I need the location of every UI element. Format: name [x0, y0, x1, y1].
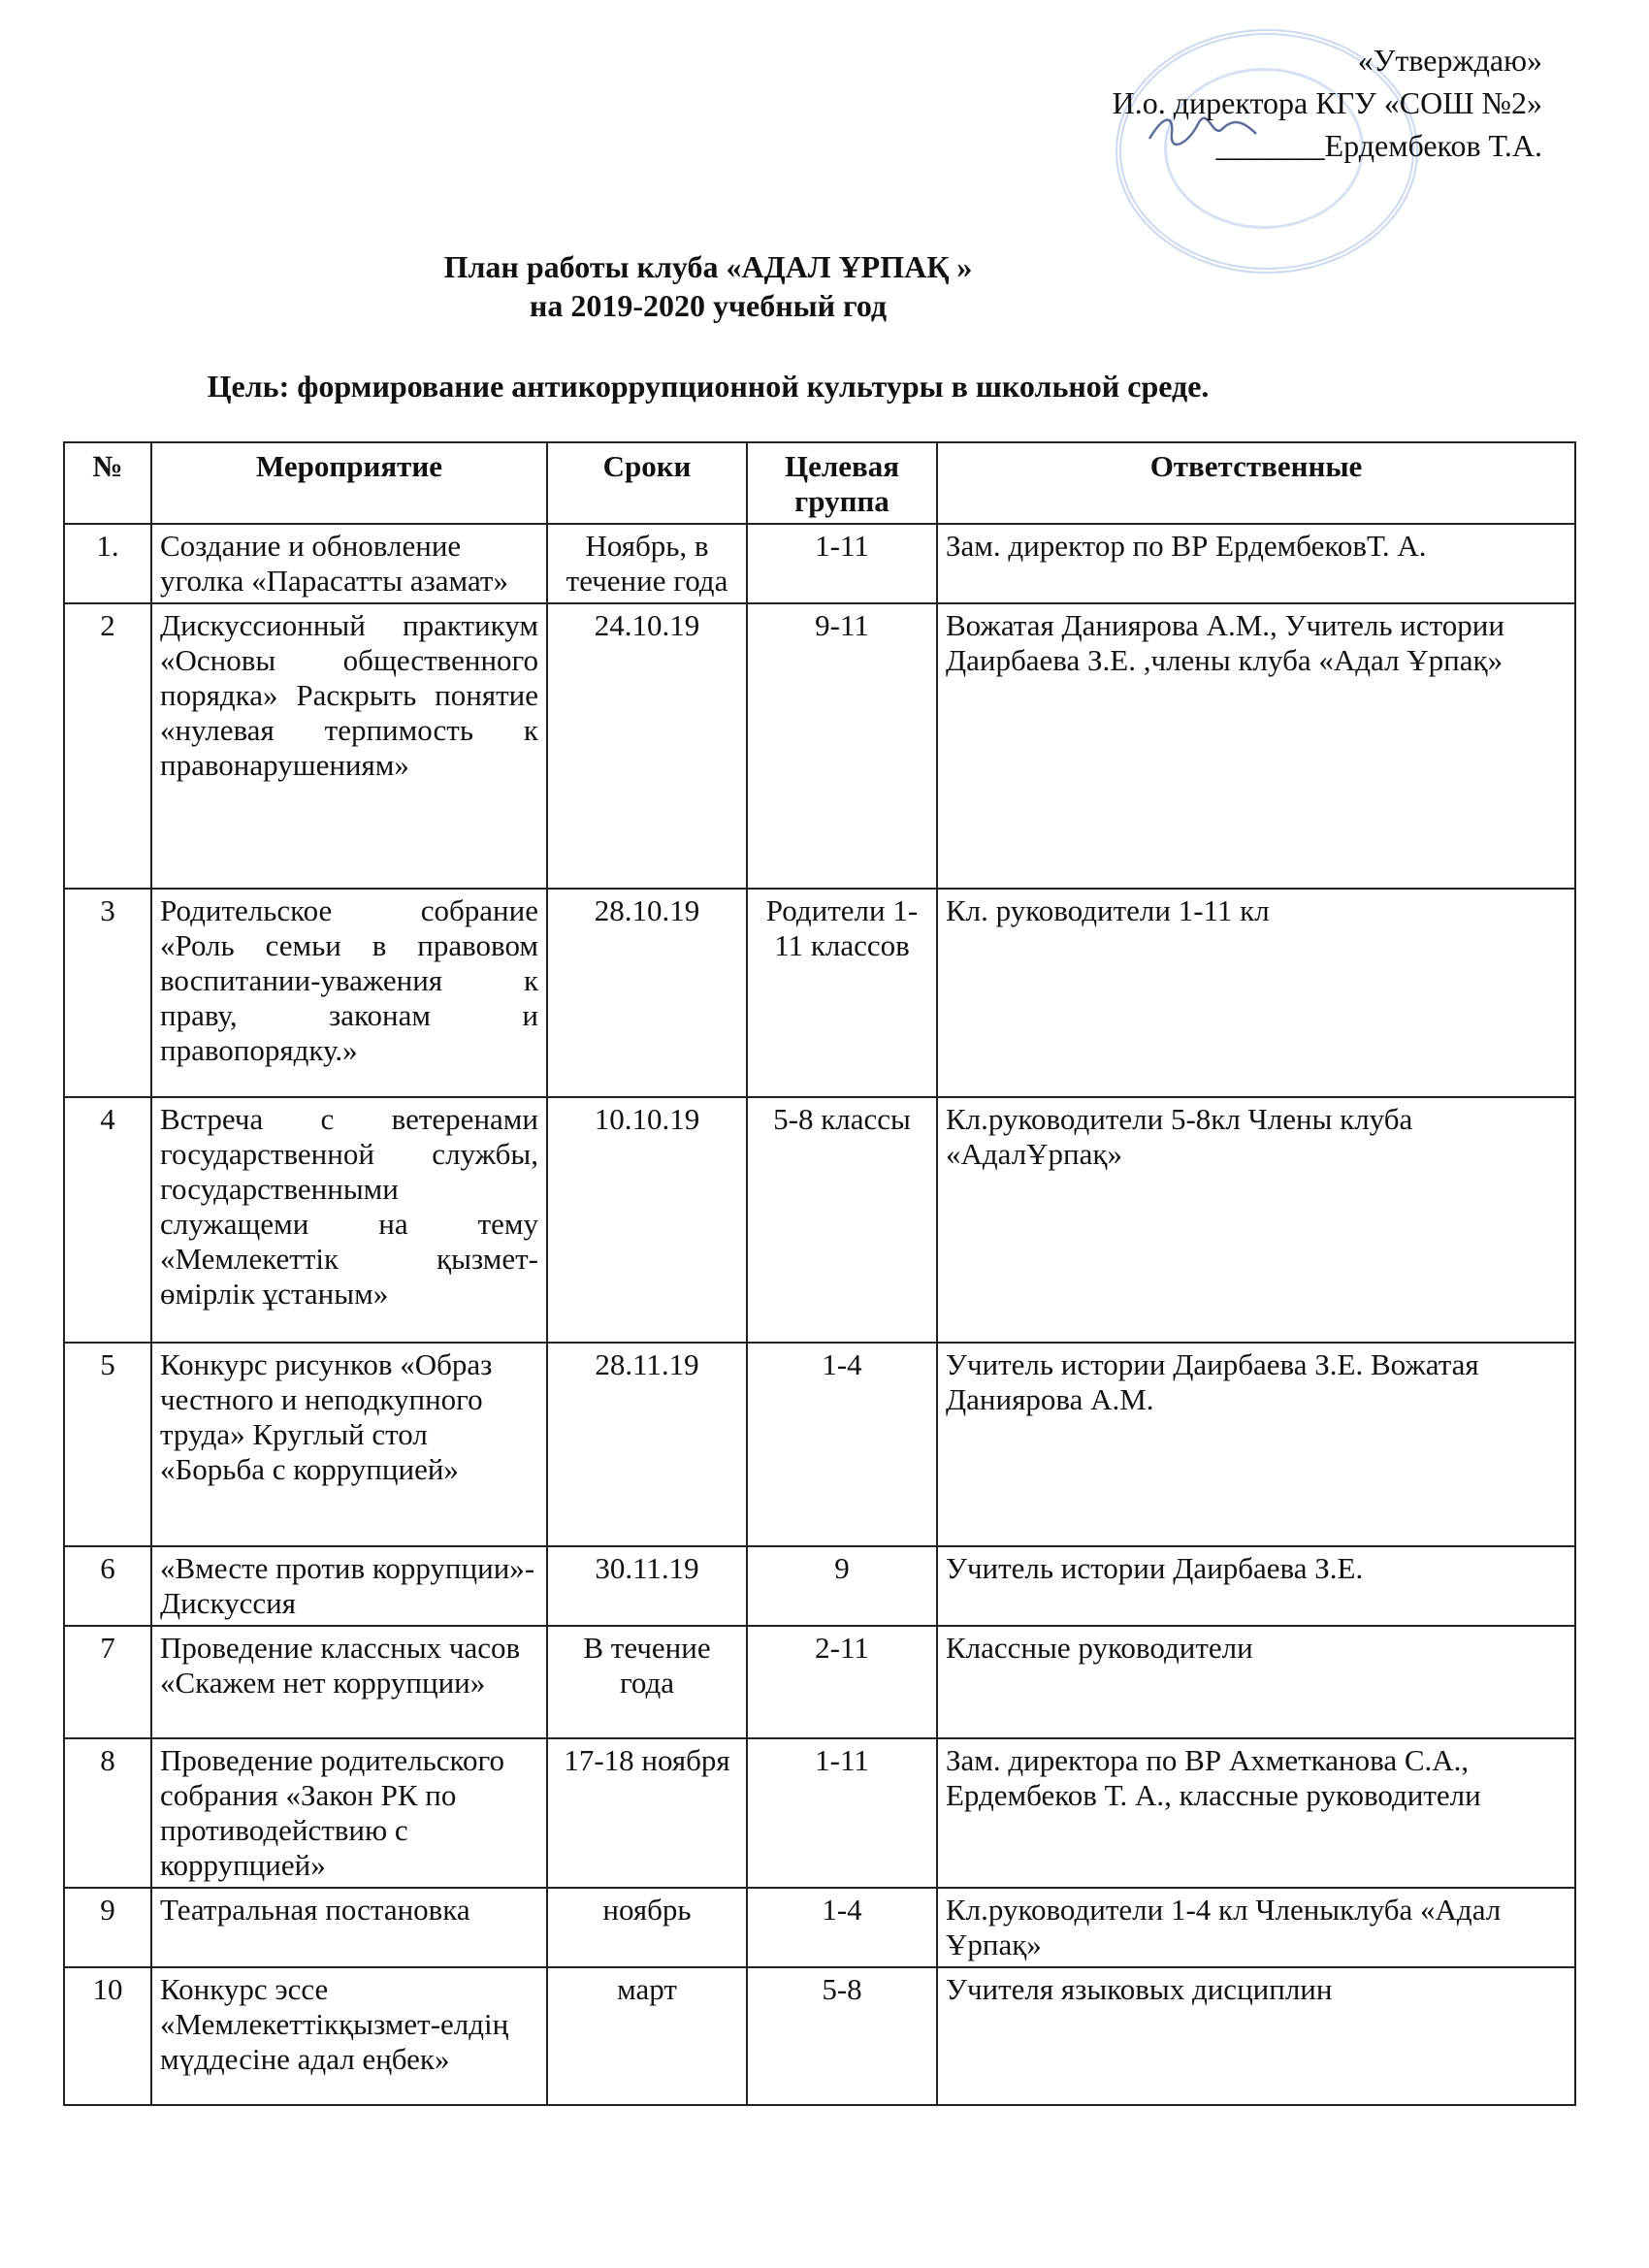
plan-table	[63, 441, 1576, 2106]
row-responsible: Вожатая Даниярова А.М., Учитель истории Даирбаева З.Е. ,члены клуба «Адал Ұрпақ»	[937, 603, 1575, 889]
row-date: В течение года	[547, 1626, 747, 1738]
table-row	[64, 1343, 1575, 1546]
approval-line-3: _______Ердембеков Т.А.	[1215, 128, 1542, 163]
row-responsible: Кл.руководители 1-4 кл Членыклуба «Адал Ұрпақ»	[937, 1888, 1575, 1967]
row-number: 9	[64, 1888, 151, 1967]
approval-block	[1113, 39, 1542, 167]
row-group: 1-11	[747, 1738, 937, 1888]
header-event: Мероприятие	[151, 442, 547, 524]
row-group: 1-4	[747, 1343, 937, 1546]
row-responsible: Учителя языковых дисциплин	[937, 1967, 1575, 2105]
header-number: №	[64, 442, 151, 524]
row-number: 3	[64, 889, 151, 1097]
row-date: 24.10.19	[547, 603, 747, 889]
row-group: 9-11	[747, 603, 937, 889]
row-number: 7	[64, 1626, 151, 1738]
row-event: Дискуссионный практикум «Основы общественного порядка» Раскрыть понятие «нулевая терпимость к правонарушениям»	[151, 603, 547, 889]
row-responsible: Учитель истории Даирбаева З.Е.	[937, 1546, 1575, 1626]
table-row	[64, 603, 1575, 889]
goal-statement: Цель: формирование антикоррупционной культуры в школьной среде.	[207, 369, 1210, 404]
table-row	[64, 524, 1575, 603]
row-date: 30.11.19	[547, 1546, 747, 1626]
row-event: Конкурс эссе «Мемлекеттікқызмет-елдің мүддесіне адал еңбек»	[151, 1967, 547, 2105]
table-row	[64, 1097, 1575, 1343]
row-number: 5	[64, 1343, 151, 1546]
row-date: 28.11.19	[547, 1343, 747, 1546]
approval-line-1: «Утверждаю»	[1357, 43, 1542, 78]
header-responsible: Ответственные	[937, 442, 1575, 524]
table-row	[64, 1738, 1575, 1888]
row-number: 1.	[64, 524, 151, 603]
row-group: 2-11	[747, 1626, 937, 1738]
row-responsible: Классные руководители	[937, 1626, 1575, 1738]
row-event: Создание и обновление уголка «Парасатты азамат»	[151, 524, 547, 603]
row-date: 17-18 ноября	[547, 1738, 747, 1888]
row-event: Конкурс рисунков «Образ честного и неподкупного труда» Круглый стол «Борьба с коррупцией»	[151, 1343, 547, 1546]
document-title: План работы клуба «АДАЛ ҰРПАҚ »	[443, 249, 973, 284]
table-row	[64, 1967, 1575, 2105]
row-group: Родители 1-11 классов	[747, 889, 937, 1097]
row-group: 9	[747, 1546, 937, 1626]
header-date: Сроки	[547, 442, 747, 524]
document-subtitle: на 2019-2020 учебный год	[529, 288, 888, 323]
row-responsible: Зам. директор по ВР ЕрдембековТ. А.	[937, 524, 1575, 603]
row-responsible: Зам. директора по ВР Ахметканова С.А., Ердембеков Т. А., классные руководители	[937, 1738, 1575, 1888]
row-date: Ноябрь, в течение года	[547, 524, 747, 603]
table-header-row	[64, 442, 1575, 524]
row-event: Проведение классных часов «Скажем нет коррупции»	[151, 1626, 547, 1738]
row-event: Встреча с ветеренами государственной службы, государственными служащеми на тему «Мемлекеттік қызмет-өмірлік ұстаным»	[151, 1097, 547, 1343]
approval-line-2: И.о. директора КГУ «СОШ №2»	[1112, 85, 1542, 120]
table-row	[64, 889, 1575, 1097]
row-group: 5-8 классы	[747, 1097, 937, 1343]
header-group: Целевая группа	[747, 442, 937, 524]
table-row	[64, 1888, 1575, 1967]
row-number: 2	[64, 603, 151, 889]
table-row	[64, 1546, 1575, 1626]
row-date: ноябрь	[547, 1888, 747, 1967]
row-responsible: Кл.руководители 5-8кл Члены клуба «АдалҰрпақ»	[937, 1097, 1575, 1343]
row-number: 10	[64, 1967, 151, 2105]
row-responsible: Учитель истории Даирбаева З.Е. Вожатая Даниярова А.М.	[937, 1343, 1575, 1546]
row-date: 28.10.19	[547, 889, 747, 1097]
row-date: март	[547, 1967, 747, 2105]
row-responsible: Кл. руководители 1-11 кл	[937, 889, 1575, 1097]
row-group: 5-8	[747, 1967, 937, 2105]
row-number: 4	[64, 1097, 151, 1343]
row-number: 6	[64, 1546, 151, 1626]
row-event: Театральная постановка	[151, 1888, 547, 1967]
row-event: Проведение родительского собрания «Закон РК по противодействию с коррупцией»	[151, 1738, 547, 1888]
row-number: 8	[64, 1738, 151, 1888]
table-row	[64, 1626, 1575, 1738]
row-group: 1-11	[747, 524, 937, 603]
row-group: 1-4	[747, 1888, 937, 1967]
row-event: Родительское собрание «Роль семьи в правовом воспитании-уважения к праву, законам и правопорядку.»	[151, 889, 547, 1097]
row-event: «Вместе против коррупции»-Дискуссия	[151, 1546, 547, 1626]
row-date: 10.10.19	[547, 1097, 747, 1343]
